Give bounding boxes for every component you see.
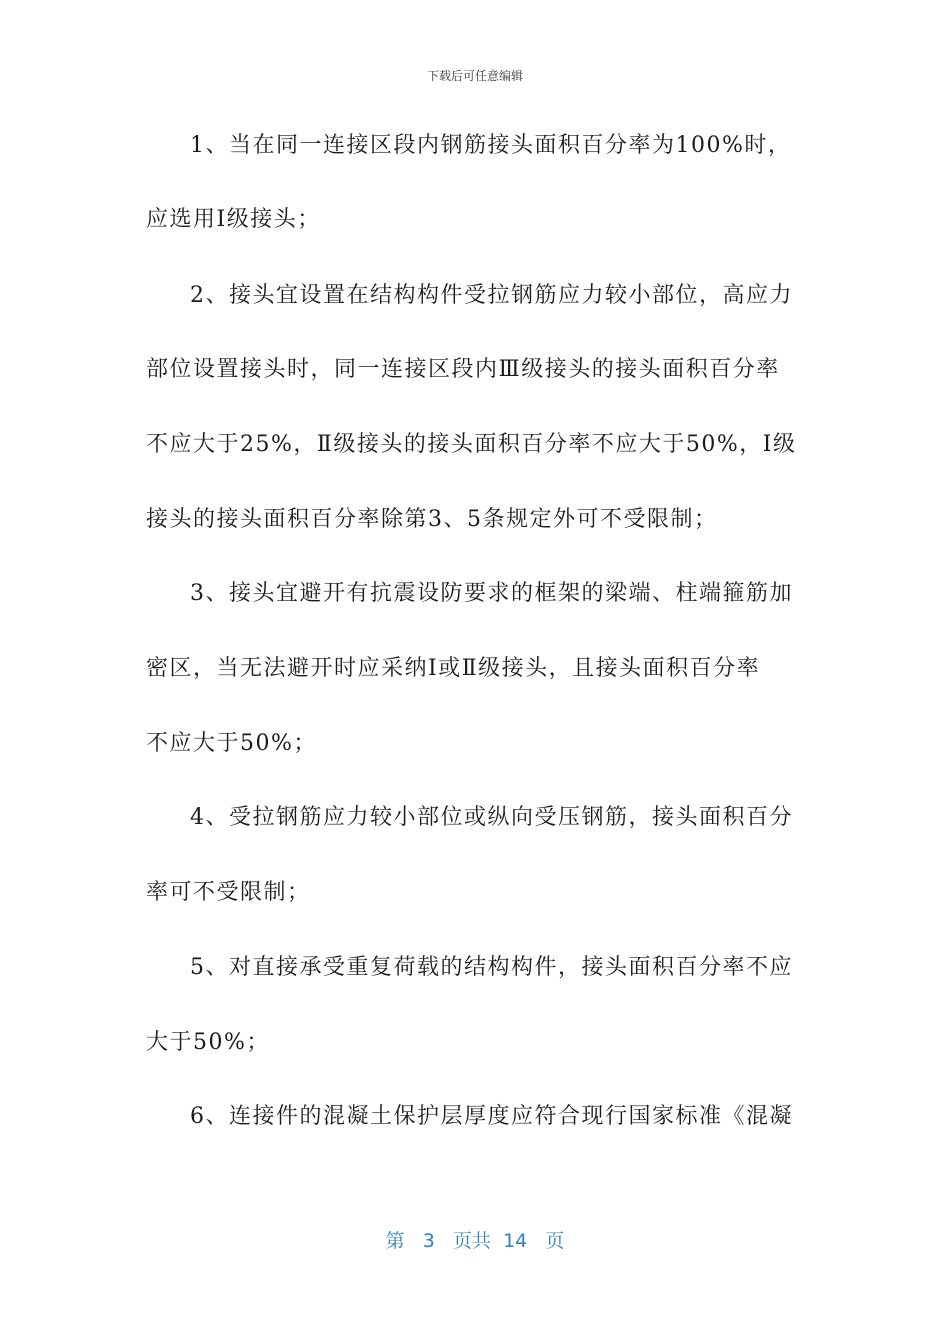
body-line: 5、对直接承受重复荷载的结构构件，接头面积百分率不应 bbox=[190, 955, 793, 980]
header-note: 下载后可任意编辑 bbox=[426, 69, 523, 83]
body-line: 率可不受限制； bbox=[146, 880, 311, 905]
body-line: 密区，当无法避开时应采纳Ⅰ或Ⅱ级接头，且接头面积百分率 bbox=[146, 656, 761, 681]
body-line: 4、受拉钢筋应力较小部位或纵向受压钢筋，接头面积百分 bbox=[190, 805, 793, 830]
body-line: 部位设置接头时，同一连接区段内Ⅲ级接头的接头面积百分率 bbox=[146, 357, 780, 382]
page-prefix: 第 bbox=[385, 1230, 405, 1252]
body-line: 3、接头宜避开有抗震设防要求的框架的梁端、柱端箍筋加 bbox=[190, 581, 793, 606]
body-line: 6、连接件的混凝土保护层厚度应符合现行国家标准《混凝 bbox=[190, 1104, 793, 1129]
body-line: 不应大于50%； bbox=[146, 731, 317, 756]
body-line: 2、接头宜设置在结构构件受拉钢筋应力较小部位，高应力 bbox=[190, 283, 793, 308]
body-line: 应选用Ⅰ级接头； bbox=[146, 207, 321, 232]
total-pages: 14 bbox=[503, 1230, 528, 1252]
body-line: 1、当在同一连接区段内钢筋接头面积百分率为100%时， bbox=[190, 133, 792, 158]
page-middle: 页共 bbox=[452, 1230, 491, 1252]
body-line: 接头的接头面积百分率除第3、5条规定外可不受限制； bbox=[146, 507, 718, 532]
page-number: 3 bbox=[422, 1230, 435, 1252]
page-footer bbox=[0, 1226, 950, 1253]
page-suffix: 页 bbox=[545, 1230, 565, 1252]
body-line: 不应大于25%，Ⅱ级接头的接头面积百分率不应大于50%，Ⅰ级 bbox=[146, 432, 797, 457]
body-line: 大于50%； bbox=[146, 1030, 270, 1055]
